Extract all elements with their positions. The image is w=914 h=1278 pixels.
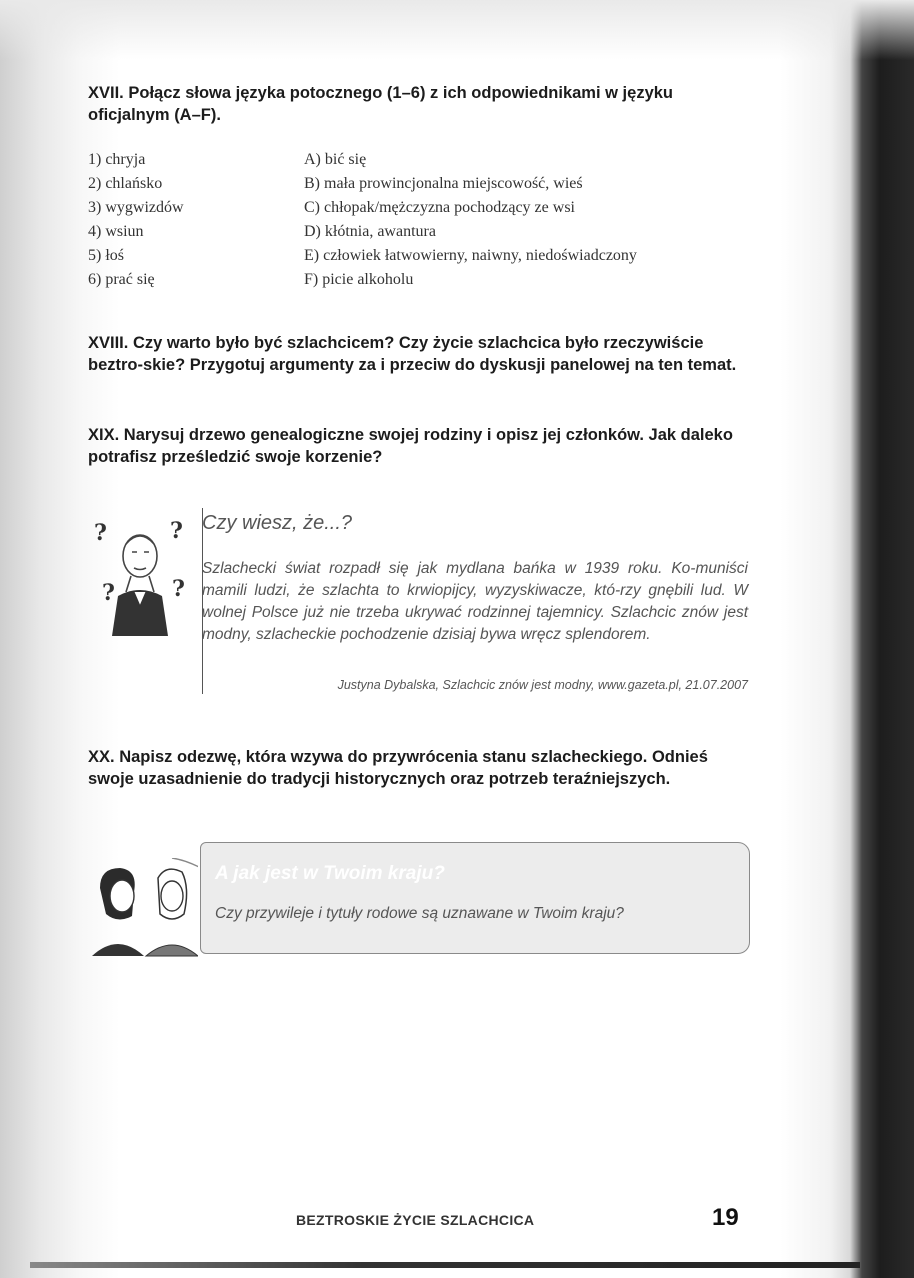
task-17	[88, 82, 752, 126]
list-item: D) kłótnia, awantura	[304, 223, 436, 240]
list-item: 2) chlańsko	[88, 175, 163, 192]
page-number: 19	[712, 1204, 739, 1231]
did-you-know-box	[90, 508, 754, 698]
country-callout	[200, 842, 750, 954]
svg-text:?: ?	[170, 518, 183, 544]
bottom-edge	[30, 1262, 860, 1268]
two-people-icon	[88, 858, 198, 958]
task-20-text: Napisz odezwę, która wzywa do przywrócenia stanu szlacheckiego. Odnieś swoje uzasadnienie do tradycji historycznych oraz potrzeb teraźniejszych.	[88, 748, 708, 788]
list-item: 6) prać się	[88, 271, 155, 288]
country-body: Czy przywileje i tytuły rodowe są uznawane w Twoim kraju?	[215, 905, 624, 922]
official-list	[304, 148, 754, 292]
list-item: 1) chryja	[88, 151, 146, 168]
task-20-number: XX.	[88, 748, 115, 766]
list-item: F) picie alkoholu	[304, 271, 414, 288]
chapter-title: BEZTROSKIE ŻYCIE SZLACHCICA	[296, 1212, 535, 1228]
task-19-number: XIX.	[88, 426, 120, 444]
svg-text:?: ?	[102, 580, 115, 606]
task-19	[88, 424, 752, 468]
list-item: B) mała prowincjonalna miejscowość, wieś	[304, 175, 583, 192]
task-17-text: Połącz słowa języka potocznego (1–6) z ich odpowiednikami w języku oficjalnym (A–F).	[88, 84, 673, 124]
country-title: A jak jest w Twoim kraju?	[215, 863, 445, 884]
thinking-person-icon	[90, 514, 190, 644]
colloquial-list	[88, 148, 288, 292]
task-18-number: XVIII.	[88, 334, 129, 352]
task-18	[88, 332, 752, 376]
list-item: C) chłopak/mężczyzna pochodzący ze wsi	[304, 199, 575, 216]
task-20	[88, 746, 752, 790]
trivia-title: Czy wiesz, że...?	[202, 512, 353, 534]
list-item: A) bić się	[304, 151, 367, 168]
trivia-body: Szlachecki świat rozpadł się jak mydlana bańka w 1939 roku. Ko-muniści mamili ludzi, że szlachta to krwiopijcy, wyzyskiwacze, któ-rzy gnębili lud. W wolnej Polsce już nie trzeba ukrywać rodzinnej tajemnicy. Szlachcic znów jest modny, szlacheckie pochodzenie dzisiaj bywa wręcz splendorem.	[202, 560, 748, 643]
list-item: 4) wsiun	[88, 223, 144, 240]
list-item: 3) wygwizdów	[88, 199, 184, 216]
task-17-number: XVII.	[88, 84, 124, 102]
svg-text:?: ?	[172, 576, 185, 602]
task-19-text: Narysuj drzewo genealogiczne swojej rodziny i opisz jej członków. Jak daleko potrafisz prześledzić swoje korzenie?	[88, 426, 733, 466]
svg-text:?: ?	[94, 520, 107, 546]
task-18-text: Czy warto było być szlachcicem? Czy życie szlachcica było rzeczywiście beztro-skie? Przygotuj argumenty za i przeciw do dyskusji panelowej na ten temat.	[88, 334, 737, 374]
trivia-source: Justyna Dybalska, Szlachcic znów jest modny, www.gazeta.pl, 21.07.2007	[337, 678, 748, 692]
page-shadow	[0, 0, 914, 60]
your-country-box	[88, 820, 756, 960]
list-item: 5) łoś	[88, 247, 124, 264]
list-item: E) człowiek łatwowierny, naiwny, niedoświadczony	[304, 247, 637, 264]
